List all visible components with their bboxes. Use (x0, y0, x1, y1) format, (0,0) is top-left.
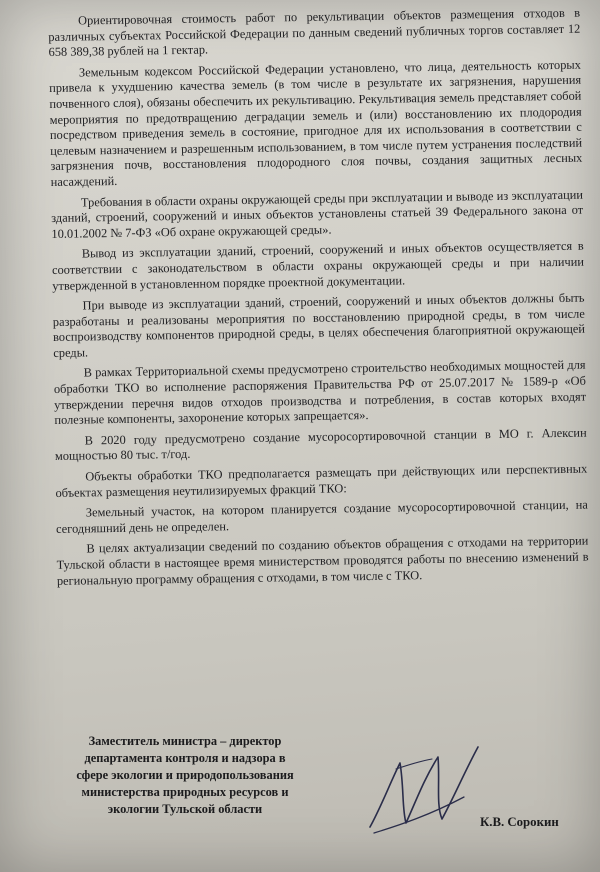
position-line: экологии Тульской области (107, 802, 263, 816)
document-body (48, 6, 589, 594)
paragraph-cost: Ориентировочная стоимость работ по рекультивации объектов размещения отходов в различных субъектах Российской Федерации по данным сведений публичных торгов составляет 12 658 389,38 рублей на 1 гектар. (48, 5, 581, 60)
paragraph-decommission: Вывод из эксплуатации зданий, строений, сооружений и иных объектов осуществляется в соответствии с законодательством в области охраны окружающей среды и при наличии утвержденной в установленном порядке проектной документации. (51, 238, 585, 293)
paragraph-land-plot: Земельный участок, на котором планируется создание мусоросортировочной станции, на сегодняшний день не определен. (55, 497, 588, 536)
position-line: министерства природных ресурсов и (81, 785, 289, 799)
handwritten-signature (360, 735, 490, 845)
paragraph-program-update: В целях актуализации сведений по созданию объектов обращения с отходами на территории Тульской области в настоящее время министерством проводятся работы по внесению изменений в региональную программу обращения с отходами, в том числе с ТКО. (56, 533, 589, 588)
paragraph-land-code: Земельным кодексом Российской Федерации установлено, что лица, деятельность которых привела к ухудшению качества земель (в том числе в результате их загрязнения, нарушения почвенного слоя), обязаны обеспечить их рекультивацию. Рекультивация земель представляет собой мероприятия по предотвращению деградации земель и (или) восстановлению их плодородия посредством приведения земель в состояние, пригодное для их использования в соответствии с целевым назначением и разрешенным использованием, в том числе путем устранения последствий загрязнения почв, восстановления плодородного слоя почвы, создания защитных лесных насаждений. (49, 57, 583, 189)
paragraph-placement: Объекты обработки ТКО предполагается размещать при действующих или перспективных объектах размещения неутилизируемых фракций ТКО: (55, 461, 588, 500)
signatory-name: К.В. Сорокин (480, 815, 559, 829)
position-line: департамента контроля и надзора в (84, 751, 286, 765)
paragraph-aleksin-station: В 2020 году предусмотрено создание мусоросортировочной станции в МО г. Алексин мощностью 80 тыс. т/год. (54, 425, 587, 464)
position-line: Заместитель министра – директор (88, 734, 282, 748)
paragraph-restoration: При выводе из эксплуатации зданий, строений, сооружений и иных объектов должны быть разработаны и реализованы мероприятия по восстановлению природной среды, в том числе воспроизводству компонентов природной среды, в целях обеспечения благоприятной окружающей среды. (52, 290, 586, 360)
paragraph-territorial-scheme: В рамках Территориальной схемы предусмотрено строительство необходимых мощностей для обработки ТКО во исполнение распоряжения Правительства РФ от 25.07.2017 № 1589-р «Об утверждении перечня видов отходов производства и потребления, в состав которых входят полезные компоненты, захоронение которых запрещается». (53, 358, 587, 428)
paragraph-requirements: Требования в области охраны окружающей среды при эксплуатации и выводе из эксплуатации зданий, строений, сооружений и иных объектов установлены статьей 39 Федерального закона от 10.01.2002 № 7-ФЗ «Об охране окружающей среды». (51, 187, 584, 241)
position-line: сфере экологии и природопользования (76, 768, 294, 782)
signatory-position (40, 733, 330, 818)
